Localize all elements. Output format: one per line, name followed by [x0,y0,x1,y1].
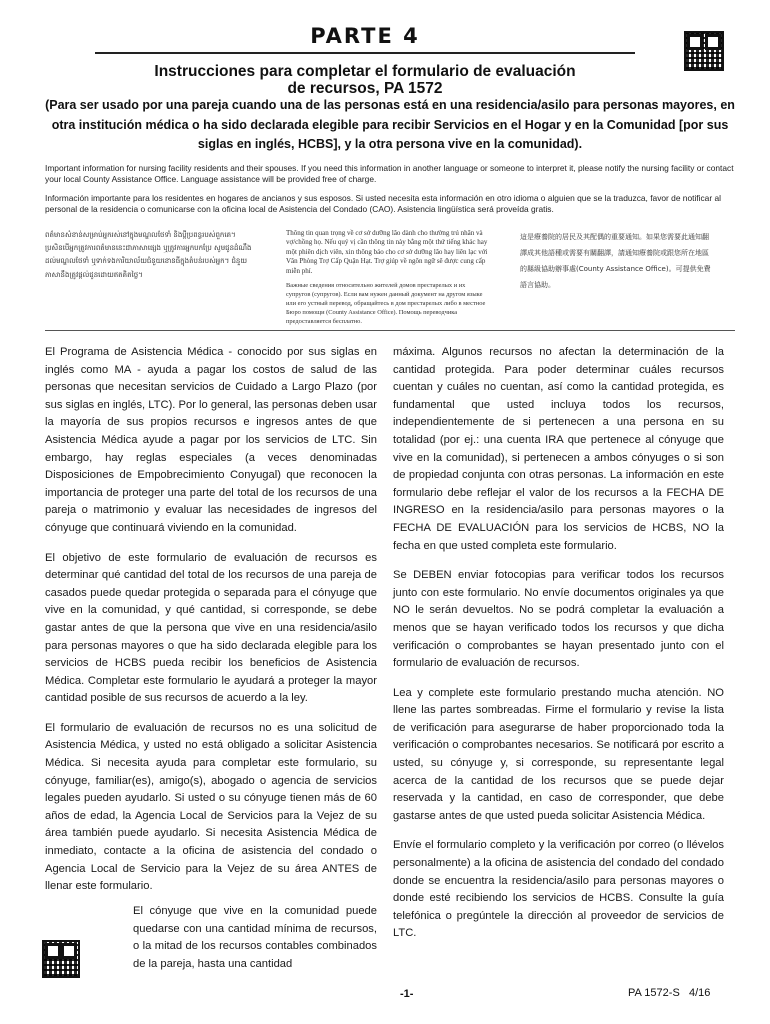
section-divider [45,330,735,331]
body-paragraph: El objetivo de este formulario de evaluación de recursos es determinar qué cantidad del total de los recursos de una pareja de casados puede quedar protegida o separada para el cónyuge que vive en la comunidad, y qué cantidad, si corresponde, se debe gastar antes de que la persona que vive en una residencia/asilo para personas mayores o que ha sido declarada elegible para los servicios de HCBS pueda recibir los beneficios de Asistencia Médica. Completar este formulario le ayudará a proteger la mayor cantidad posible de sus recursos de acuerdo a la ley. [45,551,377,705]
qr-code-icon [42,940,80,978]
notice-khmer: ពត៌មានសំខាន់សម្រាប់អ្នករស់នៅក្នុងមណ្ឌលថែទាំ និងប្តីប្រពន្ធរបស់ពួកគេ។ ប្រសិនបើអ្នកត្រូវការពត៌មាននេះជាភាសាផ្សេង ឬត្រូវការអ្នកបកប្រែ សូមជូនដំណឹងដល់មណ្ឌលថែទាំ ឬទាក់ទងការិយាល័យជំនួយខោនធីក្នុងតំបន់របស់អ្នក។ ជំនួយភាសានឹងត្រូវផ្តល់ជូនដោយឥតគិតថ្លៃ។ [45,231,252,279]
form-code: PA 1572-S 4/16 [628,987,711,999]
body-right-column [393,344,724,955]
body-paragraph: Lea y complete este formulario prestando mucha atención. NO llene las partes sombreadas. Firme el formulario y revise la lista de verificación para asegurarse de haber proporcionado toda la verificación o comprobantes necesarios. Se notificará por escrito a usted, su cónyuge y, si corresponde, su representante legal acerca de la cantidad de los recursos que se puede dejar reservada y la cantidad, en caso de corresponder, que debe gastarse antes de que usted pueda solicitar Asistencia Médica. [393,686,724,822]
body-left-column [45,344,377,908]
body-paragraph: El Programa de Asistencia Médica - conocido por sus siglas en inglés como MA - ayuda a pagar los costos de salud de las personas que necesitan servicios de Cuidado a Largo Plazo (por sus siglas en inglés, LTC). Por lo general, las personas deben usar la mayoría de sus propios recursos e ingresos antes de que Asistencia Médica ayude a pagar por los servicios de LTC. Sin embargo, hay reglas especiales (a veces denominadas Disposiciones de Empobrecimiento Conyugal) que reconocen la importancia de proteger una parte del total de los recursos de una pareja o matrimonio y evaluar las necesidades de ingresos del cónyuge que continuará viviendo en la comunidad. [45,346,377,534]
title-line-1: Instrucciones para completar el formulario de evaluación [154,63,576,80]
body-paragraph-indented: El cónyuge que vive en la comunidad puede quedarse con una cantidad mínima de recursos, o la mitad de los recursos contables combinados de la pareja, hasta una cantidad [133,905,377,970]
body-paragraph: Se DEBEN enviar fotocopias para verificar todos los recursos junto con este formulario. No envíe documentos originales ya que NO le serán devueltos. No se podrá completar la evaluación a menos que se hayan verificado todos los recursos y que dicha verificación o comprobantes se hayan presentado junto con el formulario de evaluación de recursos. [393,569,724,670]
qr-code-icon [684,31,724,71]
body-paragraph: máxima. Algunos recursos no afectan la determinación de la cantidad protegida. Para poder determinar cuáles recursos cuentan y cuáles no cuentan, así como la cantidad protegida, es fundamental que usted incluya todos los recursos, independientemente de si pertenecen a una persona en su totalidad (por ej.: una cuenta IRA que pertenece al cónyuge que vive en la comunidad), si pertenecen a ambos cónyuges o si son de propiedad conjunta con otras personas. La información en este formulario debe reflejar el valor de los recursos a la FECHA DE INGRESO en la residencia/asilo para personas mayores o la FECHA DE EVALUACIÓN para los servicios de HCBS, NO la fecha en que usted completa este formulario. [393,346,724,552]
notice-spanish: Información importante para los residentes en hogares de ancianos y sus esposos. Si usted necesita esta información en otro idioma o alguien que se la traduzca, favor de notificar al personal de la residencia o comunicarse con la oficina local de Asistencia del Condado (CAO). Asistencia lingüística será proveída gratis. [45,193,721,214]
title-line-2: de recursos, PA 1572 [287,80,443,97]
notice-vietnamese: Thông tin quan trọng về cơ sở dưỡng lão dành cho thường trú nhân và vợ/chồng họ. Nếu quý vị cần thông tin này bằng một thứ tiếng khác hay một phiên dịch viên, xin thông báo cho cơ sở dưỡng lão hay liên lạc với Văn Phòng Trợ Cấp Quận Hạt. Trợ giúp về ngôn ngữ sẽ được cung cấp miễn phí. [286,229,488,275]
page-number: -1- [400,988,414,1000]
document-subtitle: (Para ser usado por una pareja cuando una de las personas está en una residencia/asilo para personas mayores, en otra institución médica o ha sido declarada elegible para recibir Servicios en el Hogar y en la Comunidad [por sus siglas en inglés, HCBS], y la otra persona vive en la comunidad). [45,98,735,151]
notice-russian: Важные сведения относительно жителей домов престарелых и их супругов (супругов). Если вам нужен данный документ на другом языке или его устный перевод, обращайтесь в дом престарелых либо в местное Бюро помощи (County Assistance Office). Помощь переводчика предоставляется бесплатно. [286,282,486,325]
notice-chinese: 這是療養院的居民及其配偶的重要通知。如果您需要此通知翻譯成其他語種或需要有關翻譯，請通知療養院或跟您所在地區的縣級協助辦事處(County Assistance Office)。可提供免費語言協助。 [520,233,711,289]
document-title [80,63,650,97]
body-paragraph: El formulario de evaluación de recursos no es una solicitud de Asistencia Médica, y usted no está obligado a solicitar Asistencia Médica. Si necesita ayuda para completar este formulario, su cónyuge, familiar(es), amigo(s), abogado o agencia de servicios legales pueden ayudarlo. Si usted o su cónyuge tienen más de 60 años de edad, la Agencia Local de Servicios para la Vejez de su área también puede ayudarlo. Si necesita Asistencia Médica de inmediato, contacte a la oficina de asistencia del condado o Agencia Local de Servicio para la Vejez de su área ANTES de llenar este formulario. [45,721,377,893]
notice-english: Important information for nursing facility residents and their spouses. If you need this information in another language or someone to interpret it, please notify the nursing facility or contact your local County Assistance Office. Language assistance will be provided free of charge. [45,163,734,184]
part-heading: PARTE 4 [310,24,420,48]
body-paragraph: Envíe el formulario completo y la verificación por correo (o llévelos personalmente) a la oficina de asistencia del condado del condado donde se encuentra la residencia/asilo para personas mayores o donde esté recibiendo los servicios de HCBS. Consulte la guía telefónica o pregúntele la dirección al proveedor de servicios de LTC. [393,839,724,940]
top-rule [95,52,635,54]
